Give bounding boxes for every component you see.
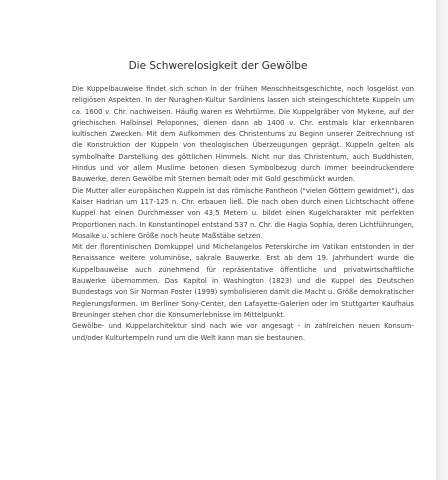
paragraph: Die Kuppelbauweise findet sich schon in der frühen Menschheitsgeschichte, noch losgelöst von religiösen Aspekten. In der Nuraghen-Kultur Sardiniens lassen sich steingeschichtete Kuppeln um ca. 1600 v. Chr. nachweisen. Häufig waren es Wehrtürme. Die Kuppelgräber von Mykene, auf der griechischen Halbinsel Peloponnes, dienen dann ab 1400 v. Chr. erstmals klar erkennbaren kultischen Zwecken. Mit dem Aufkommen des Christentums zu Beginn unserer Zeitrechnung ist die Konstruktion der Kuppeln von theologischen Überzeugungen geprägt. Kuppeln gelten als symbolhafte Darstellung des göttlichen Himmels. Nicht nur das Christentum, auch Buddhisten, Hindus und vor allem Muslime betonen diesen Symbolbezug durch immer beeindruckendere Bauwerke, deren Gewölbe mit Sternen bemalt oder mit Gold geschmückt wurden. bbox=[72, 85, 414, 184]
page-title: Die Schwerelosigkeit der Gewölbe bbox=[128, 60, 308, 72]
paragraph: Die Mutter aller europäischen Kuppeln ist das römische Pantheon ("vielen Göttern gewidmet"), das Kaiser Hadrian um 117-125 n. Chr. erbauen ließ. Die nach oben durch einen Lichtschacht offene Kuppel hat einen Durchmesser von 43,5 Metern u. bildet einen Kugelcharakter mit perfekten Proportionen nach. In Konstantinopel entstand 537 n. Chr. die Hagia Sophia, deren Lichtführungen, Mosaike u. schiere Größe noch heute Maßstäbe setzen. bbox=[72, 186, 414, 240]
page-edge bbox=[436, 0, 448, 480]
paragraph: Mit der florentinischen Domkuppel und Michelangelos Peterskirche im Vatikan entstonden in der Renaissance weitere voluminöse, sakrale Bauwerke. Erst ab dem 19. Jahrhundert wurde die Kuppelbauweise auch zunehmend für repräsentative öffentliche und privatwirtschaftliche Bauwerke übernommen. Das Kapitol in Washington (1823) und die Kuppel des Deutschen Bundestags von Sir Norman Foster (1999) symbolisieren damit die Macht u. Größe demokratischer Regierungsformen. Im Berliner Sony-Center, den Lafayette-Galerien oder im Stuttgarter Kaufhaus Breuninger stehen chor die Konsumerlebnisse im Mittelpunkt. bbox=[72, 243, 414, 319]
body-text bbox=[72, 84, 414, 344]
paragraph: Gewölbe- und Kuppelarchitektur sind nach wie vor angesagt - in zahlreichen neuen Konsum- und/oder Kulturtempeln rund um die Welt kann man sie bestaunen. bbox=[72, 322, 414, 342]
